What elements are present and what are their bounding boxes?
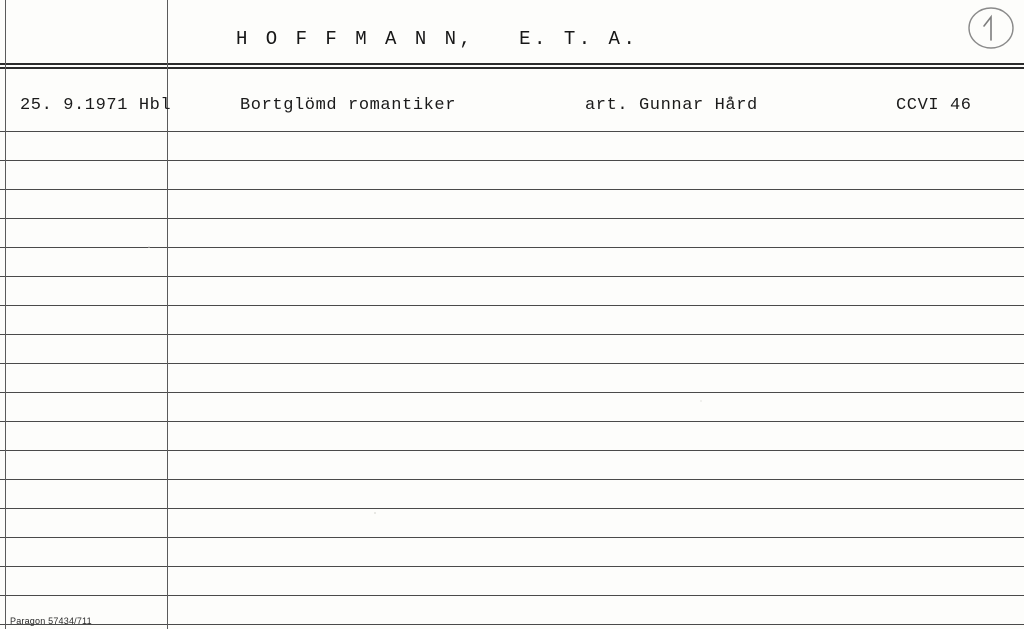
rule-line [0, 131, 1024, 132]
rule-line [0, 334, 1024, 335]
margin-line-column [167, 0, 168, 629]
rule-line [0, 421, 1024, 422]
page-title: H O F F M A N N, E. T. A. [236, 28, 639, 50]
entry-date: 25. 9.1971 Hbl [20, 96, 172, 115]
rule-line [0, 392, 1024, 393]
rule-line [0, 63, 1024, 65]
rule-line [0, 276, 1024, 277]
rule-line [0, 247, 1024, 248]
rule-line [0, 479, 1024, 480]
rule-line [0, 218, 1024, 219]
paper-speck [148, 246, 150, 248]
rule-line [0, 67, 1024, 69]
rule-line [0, 189, 1024, 190]
rule-line [0, 450, 1024, 451]
entry-reference: CCVI 46 [896, 96, 972, 115]
rule-line [0, 305, 1024, 306]
rule-line [0, 566, 1024, 567]
paper-speck [700, 400, 702, 402]
entry-title: Bortglömd romantiker [240, 96, 457, 115]
footer-imprint: Paragon 57434/711 [10, 616, 92, 626]
margin-line-left [5, 0, 6, 629]
rule-line [0, 160, 1024, 161]
rule-line [0, 508, 1024, 509]
paper-speck [374, 512, 376, 514]
entry-author: art. Gunnar Hård [585, 96, 758, 115]
rule-line [0, 363, 1024, 364]
rule-line [0, 537, 1024, 538]
rule-line [0, 595, 1024, 596]
page-number-circle-mark [966, 6, 1016, 52]
rule-line [0, 624, 1024, 625]
